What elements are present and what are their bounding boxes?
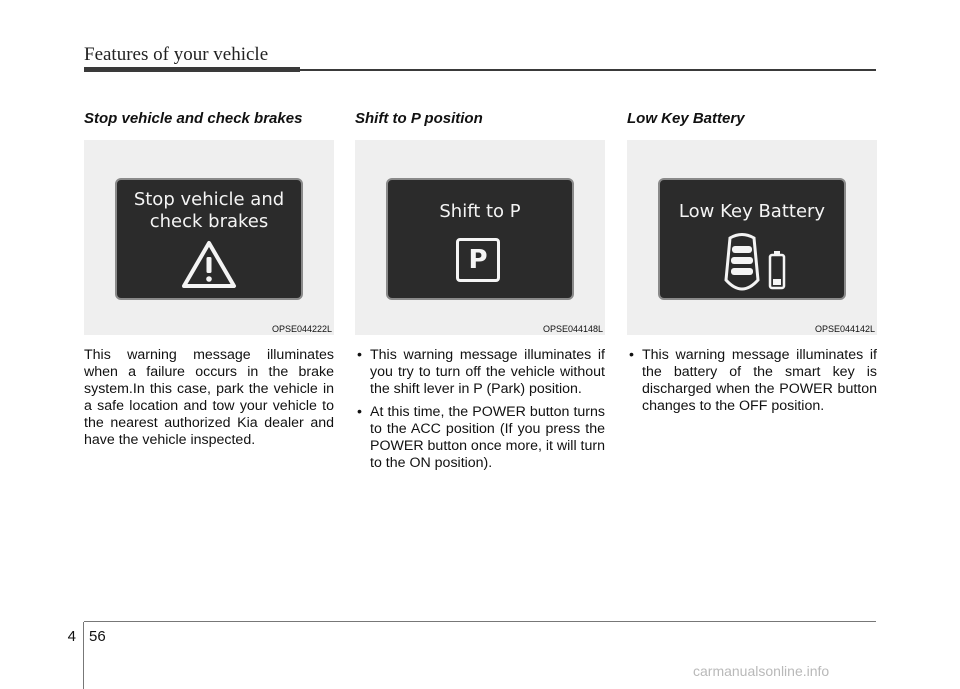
header-rule-thin (300, 69, 876, 71)
battery-low-icon (768, 250, 786, 290)
figure-code: OPSE044142L (814, 324, 875, 334)
display-line-1: Low Key Battery (678, 201, 826, 222)
page-number: 56 (89, 628, 106, 645)
section-shift-to-p (355, 108, 605, 478)
watermark: carmanualsonline.info (693, 663, 830, 679)
display-line-1: Shift to P (439, 201, 521, 222)
footer-divider (83, 622, 84, 689)
park-p-icon (456, 238, 500, 282)
header-title: Features of your vehicle (84, 44, 269, 65)
warning-triangle-icon (181, 240, 237, 290)
smart-key-icon (722, 232, 762, 296)
list-item: • This warning message illuminates if you try to turn off the vehicle without the shift lever in P (Park) position. (355, 347, 605, 398)
figure-stop-vehicle (84, 140, 334, 335)
cluster-display (115, 178, 303, 300)
section-heading: Shift to P position (355, 110, 483, 127)
header-rule-thick (84, 67, 300, 72)
cluster-display (658, 178, 846, 300)
figure-code: OPSE044148L (542, 324, 603, 334)
section-low-key-battery (627, 108, 877, 421)
cluster-display (386, 178, 574, 300)
section-stop-vehicle (84, 108, 334, 449)
bullet-list (355, 347, 605, 472)
figure-shift-to-p (355, 140, 605, 335)
figure-code: OPSE044222L (271, 324, 332, 334)
footer-rule (84, 621, 876, 622)
park-p-letter: P (468, 245, 488, 275)
section-heading: Stop vehicle and check brakes (84, 110, 303, 127)
chapter-number: 4 (67, 628, 76, 645)
section-heading: Low Key Battery (627, 110, 745, 127)
display-line-1: Stop vehicle and (133, 189, 285, 210)
section-body: This warning message illuminates when a failure occurs in the brake system.In this case, park the vehicle in a safe location and tow your vehicle to the nearest authorized Kia dealer and have the vehicle inspected. (84, 347, 334, 448)
display-line-2: check brakes (149, 211, 269, 232)
list-item: • At this time, the POWER button turns to the ACC position (If you press the POWER button once more, it will turn to the ON position). (355, 404, 605, 472)
bullet-list (627, 347, 877, 415)
figure-low-key-battery (627, 140, 877, 335)
list-item: • This warning message illuminates if the battery of the smart key is discharged when the POWER button changes to the OFF position. (627, 347, 877, 415)
